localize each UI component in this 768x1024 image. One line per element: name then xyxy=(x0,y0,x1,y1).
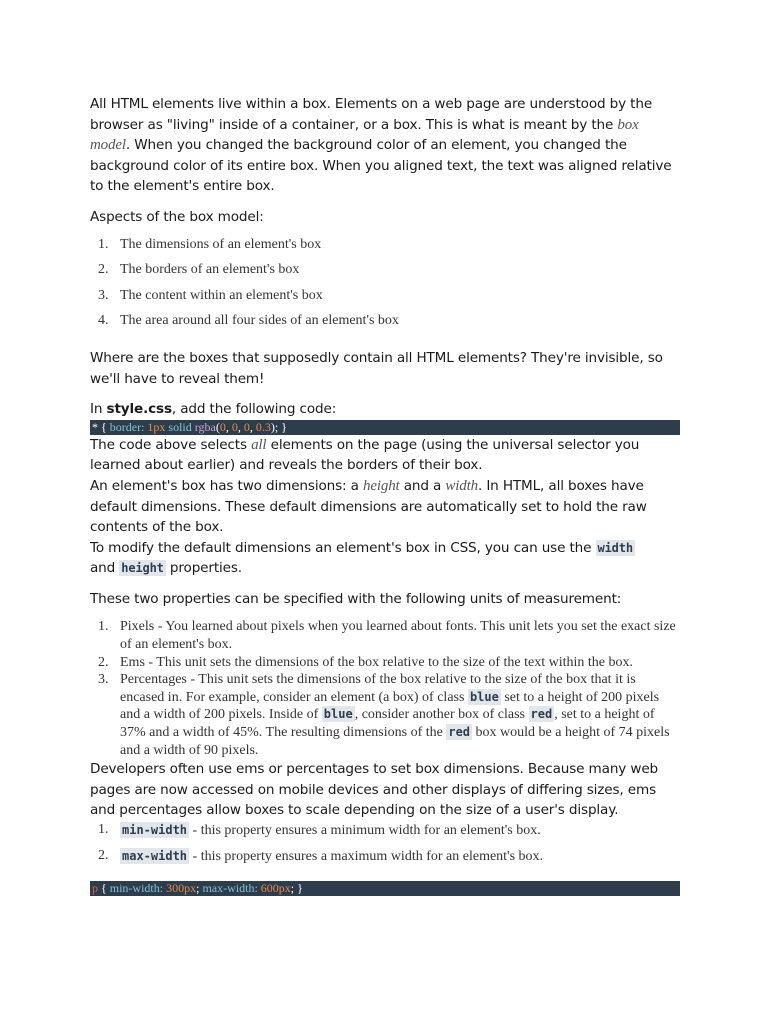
aspects-heading: Aspects of the box model: xyxy=(90,208,264,225)
height-term: height xyxy=(362,477,400,494)
inline-code-blue: blue xyxy=(323,707,353,722)
dimensions-paragraph: An element's box has two dimensions: a height and a width. In HTML, all boxes have default dimensions. These default dimensions are automatically set to hold the raw contents of the box. xyxy=(90,477,647,536)
width-term: width xyxy=(445,477,478,494)
list-item: 3. Percentages - This unit sets the dimensions of the box relative to the size of the box that it is encased in. For example, consider an element (a box) of class blue set to a height of 200 pixels and a width of 200 pixels. Inside of blue , consider another box of class red , set to a height of 37% and a width of 45%. The resulting dimensions of the red box would be a height of 74 pixels and a width of 90 pixels. xyxy=(98,672,670,758)
units-heading: These two properties can be specified with the following units of measurement: xyxy=(90,590,622,607)
all-term: all xyxy=(251,436,267,453)
list-item: 1. Pixels - You learned about pixels when you learned about fonts. This unit lets you set the exact size of an element's box. xyxy=(98,619,676,653)
inline-code-blue: blue xyxy=(469,689,499,704)
list-item: 3. The content within an element's box xyxy=(98,287,323,303)
aspects-list xyxy=(90,236,680,338)
inline-code-width: width xyxy=(597,540,633,555)
intro-text: All HTML elements live within a box. Elements on a web page are understood by the browser as "living" inside of a container, or a box. This is what is meant by the xyxy=(90,96,653,133)
selects-paragraph: The code above selects all elements on the page (using the universal selector you learned about earlier) and reveals the borders of their box. xyxy=(90,436,640,474)
code-block-border: * { border: 1px solid rgba(0, 0, 0, 0.3); } xyxy=(90,420,680,435)
list-item: 2. max-width - this property ensures a maximum width for an element's box. xyxy=(98,848,544,864)
ems-paragraph: Developers often use ems or percentages to set box dimensions. Because many web pages are now accessed on mobile devices and other displays of differing sizes, ems and percentages allow boxes to scale depending on the size of a user's display. xyxy=(90,761,659,819)
inline-code-min-width: min-width xyxy=(122,823,188,837)
intro-text-end: . When you changed the background color of an element, you changed the background color of its entire box. When you aligned text, the text was aligned relative to the element's entire box. xyxy=(90,137,672,195)
list-item: 1. min-width - this property ensures a minimum width for an element's box. xyxy=(98,822,541,838)
inline-code-max-width: max-width xyxy=(122,849,188,863)
document-page xyxy=(90,94,680,896)
intro-paragraph xyxy=(90,94,680,197)
list-item: 1. The dimensions of an element's box xyxy=(98,236,322,252)
inline-code-red: red xyxy=(530,707,553,722)
units-list xyxy=(90,618,680,759)
list-item: 4. The area around all four sides of an element's box xyxy=(98,313,399,329)
reveal-paragraph: Where are the boxes that supposedly contain all HTML elements? They're invisible, so we'll have to reveal them! xyxy=(90,349,663,387)
filename: style.css xyxy=(106,401,172,418)
code-block-min-max: p { min-width: 300px; max-width: 600px; } xyxy=(90,881,680,896)
box-model-term: box model xyxy=(90,116,639,154)
list-item: 2. The borders of an element's box xyxy=(98,262,300,278)
instruction-paragraph: In style.css, add the following code: xyxy=(90,401,337,418)
inline-code-red: red xyxy=(448,725,471,740)
modify-paragraph: To modify the default dimensions an element's box in CSS, you can use the width and height properties. xyxy=(90,539,633,577)
list-item: 2. Ems - This unit sets the dimensions of the box relative to the size of the text within the box. xyxy=(98,654,633,670)
minmax-list xyxy=(90,821,680,873)
inline-code-height: height xyxy=(121,561,164,576)
